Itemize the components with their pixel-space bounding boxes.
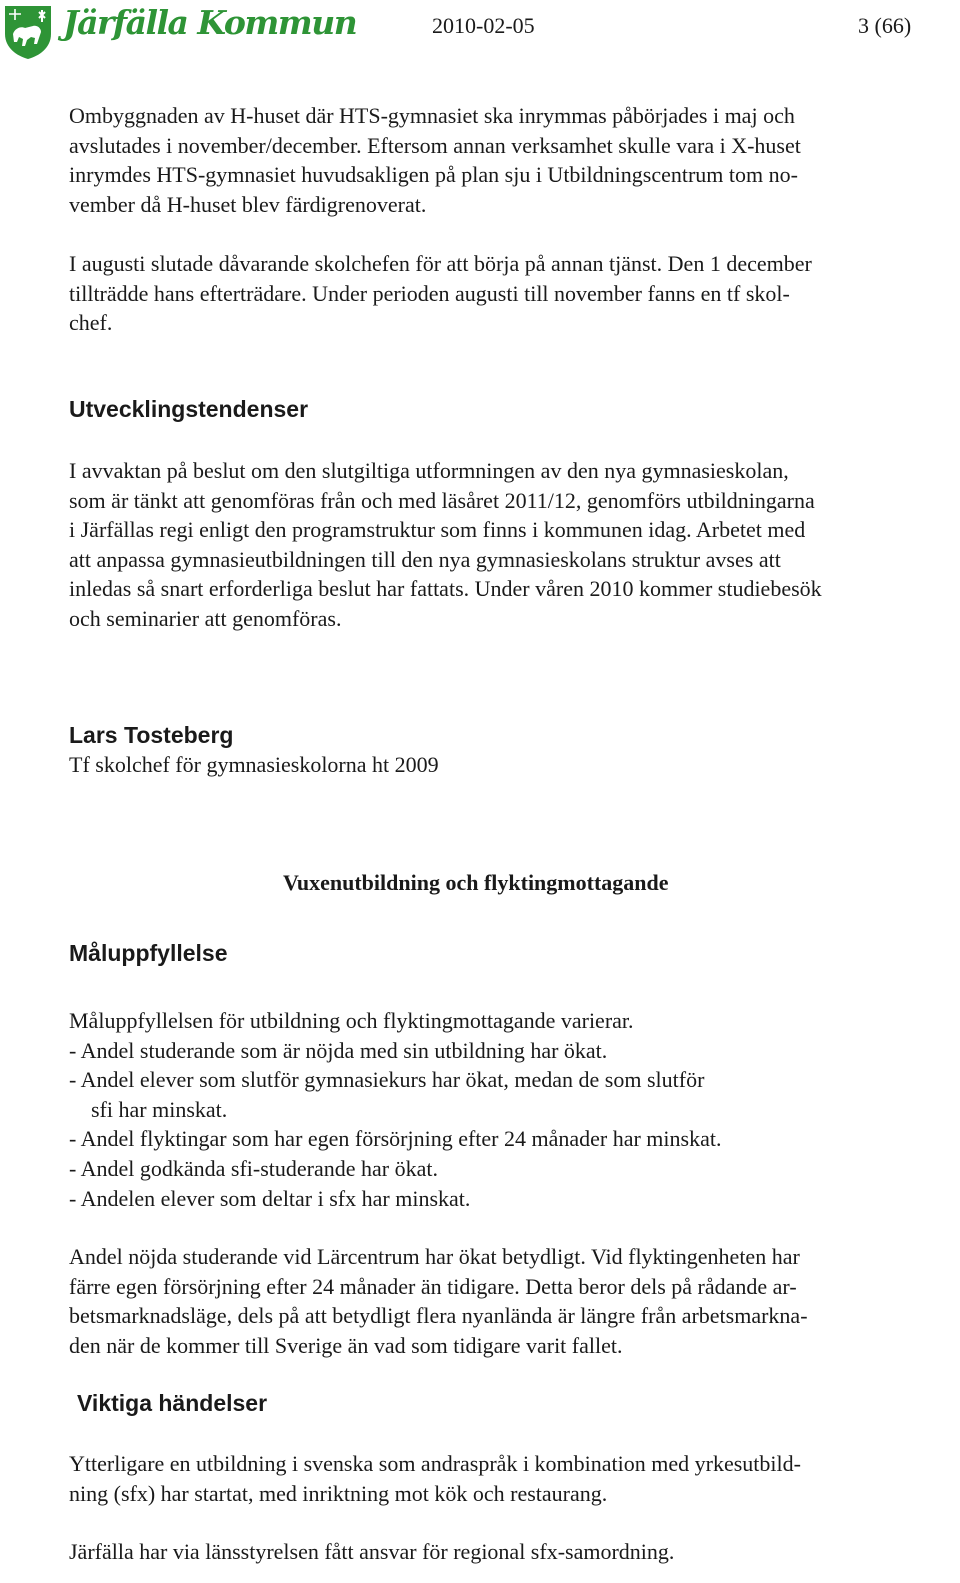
list-item: - Andel flyktingar som har egen försörjning efter 24 månader har minskat. — [69, 1126, 722, 1152]
logo-wordmark: Järfälla Kommun — [63, 3, 357, 42]
text-line: chef. — [69, 310, 113, 336]
text-line: I augusti slutade dåvarande skolchefen för att börja på annan tjänst. Den 1 december — [69, 251, 812, 276]
page-header — [0, 0, 960, 64]
text-line: betsmarknadsläge, dels på att betydligt flera nyanlända är längre från arbetsmarkna- — [69, 1303, 808, 1329]
paragraph-analysis — [69, 1242, 949, 1360]
signature-title: Tf skolchef för gymnasieskolorna ht 2009 — [69, 752, 439, 777]
list-item: sfi har minskat. — [69, 1096, 228, 1122]
signature-name: Lars Tosteberg — [69, 722, 234, 748]
text-line: ning (sfx) har startat, med inriktning mot kök och restaurang. — [69, 1480, 608, 1506]
paragraph-renovation — [69, 101, 949, 219]
text-line: den när de kommer till Sverige än vad som tidigare varit fallet. — [69, 1332, 623, 1358]
text-line: Ombyggnaden av H-huset där HTS-gymnasiet ska inrymmas påbörjades i maj och — [69, 103, 795, 128]
text-line: tillträdde hans efterträdare. Under perioden augusti till november fanns en tf skol- — [69, 280, 790, 306]
list-item: - Andel elever som slutför gymnasiekurs har ökat, medan de som slutför — [69, 1067, 705, 1093]
text-line: Andel nöjda studerande vid Lärcentrum har ökat betydligt. Vid flyktingenheten har — [69, 1244, 800, 1269]
text-line: inrymdes HTS-gymnasiet huvudsakligen på plan sju i Utbildningscentrum tom no- — [69, 162, 798, 188]
text-line: Ytterligare en utbildning i svenska som andraspråk i kombination med yrkesutbild- — [69, 1451, 801, 1476]
text-line: färre egen försörjning efter 24 månader än tidigare. Detta beror dels på rådande ar- — [69, 1273, 797, 1299]
paragraph-sfx — [69, 1449, 949, 1508]
heading-important-events: Viktiga händelser — [77, 1390, 268, 1416]
text-line: som är tänkt att genomföras från och med läsåret 2011/12, genomförs utbildningarna — [69, 487, 815, 513]
heading-goal-fulfilment: Måluppfyllelse — [69, 940, 228, 966]
text-line: avslutades i november/december. Eftersom annan verksamhet skulle vara i X-huset — [69, 132, 801, 158]
paragraph-school-head — [69, 249, 949, 338]
text-line: I avvaktan på beslut om den slutgiltiga utformningen av den nya gymnasieskolan, — [69, 458, 789, 483]
page-number: 3 (66) — [858, 13, 912, 38]
text-line: Måluppfyllelsen för utbildning och flyktingmottagande varierar. — [69, 1008, 634, 1033]
text-line: och seminarier att genomföras. — [69, 605, 342, 631]
header-date: 2010-02-05 — [432, 13, 535, 38]
paragraph-regional-coordination: Järfälla har via länsstyrelsen fått ansvar för regional sfx-samordning. — [69, 1539, 675, 1564]
list-item: - Andelen elever som deltar i sfx har minskat. — [69, 1185, 471, 1211]
text-line: vember då H-huset blev färdigrenoverat. — [69, 191, 427, 217]
section-title: Vuxenutbildning och flyktingmottagande — [283, 870, 669, 895]
paragraph-development — [69, 456, 949, 634]
list-item: - Andel studerande som är nöjda med sin utbildning har ökat. — [69, 1037, 608, 1063]
text-line: inledas så snart erforderliga beslut har fattats. Under våren 2010 kommer studiebesök — [69, 576, 822, 602]
text-line: att anpassa gymnasieutbildningen till den nya gymnasieskolans struktur avses att — [69, 546, 781, 572]
list-item: - Andel godkända sfi-studerande har ökat. — [69, 1155, 438, 1181]
text-line: i Järfällas regi enligt den programstruktur som finns i kommunen idag. Arbetet med — [69, 517, 806, 543]
coat-of-arms-icon — [3, 4, 53, 60]
paragraph-goal-list — [69, 1006, 949, 1213]
heading-development-trends: Utvecklingstendenser — [69, 396, 309, 422]
